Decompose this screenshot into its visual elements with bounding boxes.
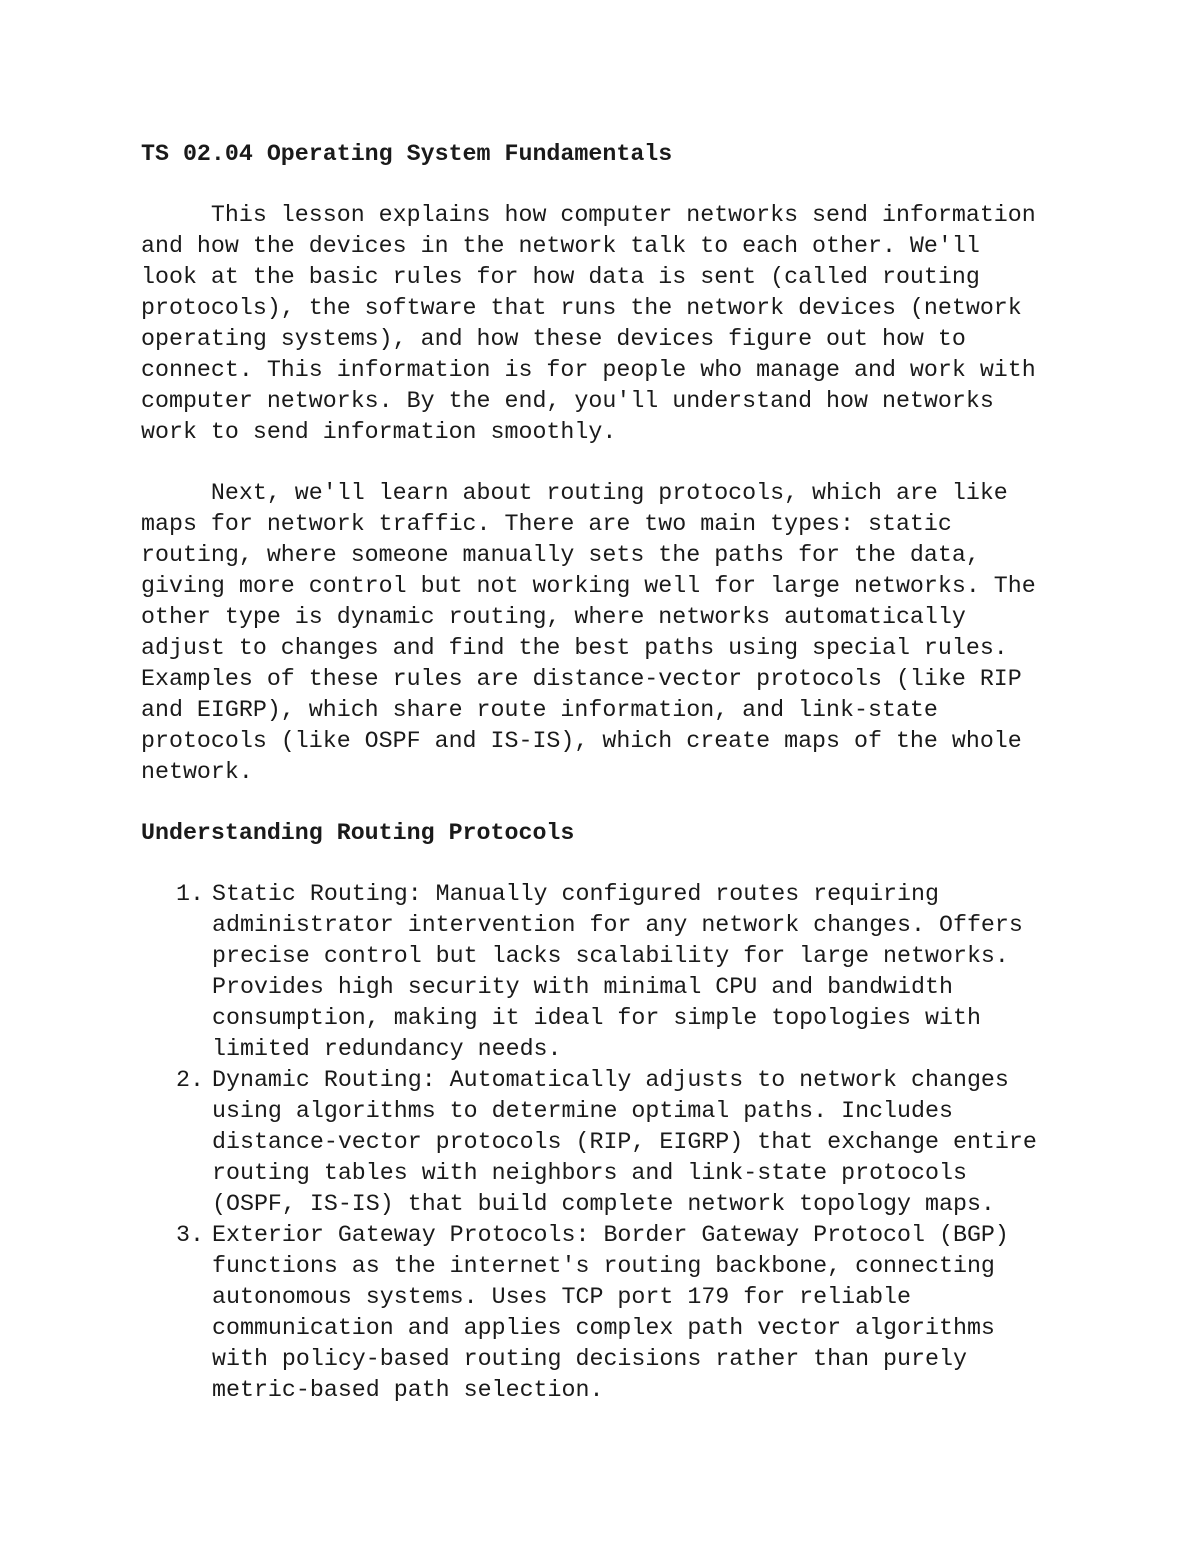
paragraph-line: network. <box>141 759 253 785</box>
list-item-exterior-gateway-protocols <box>141 1220 1051 1406</box>
spacer <box>141 849 1051 879</box>
list-item-line: administrator intervention for any network changes. Offers <box>212 912 1023 938</box>
list-item-line: distance-vector protocols (RIP, EIGRP) that exchange entire <box>212 1129 1037 1155</box>
list-item-line: Static Routing: Manually configured routes requiring <box>212 881 939 907</box>
paragraph-line: other type is dynamic routing, where networks automatically <box>141 604 966 630</box>
document-title: TS 02.04 Operating System Fundamentals <box>141 141 673 167</box>
spacer <box>141 170 1051 200</box>
paragraph-line: maps for network traffic. There are two main types: static <box>141 511 952 537</box>
routing-protocols-list <box>141 879 1051 1406</box>
list-item-line: (OSPF, IS-IS) that build complete network topology maps. <box>212 1191 995 1217</box>
paragraph-line: protocols), the software that runs the network devices (network <box>141 295 1022 321</box>
list-item-line: precise control but lacks scalability for large networks. <box>212 943 1009 969</box>
paragraph-line: adjust to changes and find the best paths using special rules. <box>141 635 1008 661</box>
paragraph-line: and how the devices in the network talk to each other. We'll <box>141 233 980 259</box>
section-heading: Understanding Routing Protocols <box>141 820 575 846</box>
document-body <box>141 139 1051 1406</box>
list-item-line: routing tables with neighbors and link-state protocols <box>212 1160 967 1186</box>
paragraph-line: Examples of these rules are distance-vector protocols (like RIP <box>141 666 1022 692</box>
paragraph-line: protocols (like OSPF and IS-IS), which create maps of the whole <box>141 728 1022 754</box>
routing-overview-paragraph <box>141 478 1051 788</box>
list-item-static-routing <box>141 879 1051 1065</box>
list-item-line: using algorithms to determine optimal paths. Includes <box>212 1098 953 1124</box>
paragraph-line: operating systems), and how these devices figure out how to <box>141 326 966 352</box>
paragraph-line: Next, we'll learn about routing protocols, which are like <box>141 480 1008 506</box>
list-item-line: limited redundancy needs. <box>212 1036 562 1062</box>
paragraph-line: and EIGRP), which share route information, and link-state <box>141 697 938 723</box>
list-item-line: autonomous systems. Uses TCP port 179 for reliable <box>212 1284 912 1310</box>
list-item-line: consumption, making it ideal for simple topologies with <box>212 1005 981 1031</box>
list-item-line: Dynamic Routing: Automatically adjusts to network changes <box>212 1067 1009 1093</box>
list-item-line: functions as the internet's routing backbone, connecting <box>212 1253 995 1279</box>
paragraph-line: computer networks. By the end, you'll understand how networks <box>141 388 994 414</box>
paragraph-line: look at the basic rules for how data is sent (called routing <box>141 264 980 290</box>
list-item-line: metric-based path selection. <box>212 1377 604 1403</box>
spacer <box>141 788 1051 818</box>
list-item-line: Provides high security with minimal CPU and bandwidth <box>212 974 953 1000</box>
paragraph-line: This lesson explains how computer networks send information <box>141 202 1036 228</box>
list-item-line: communication and applies complex path vector algorithms <box>212 1315 995 1341</box>
paragraph-line: giving more control but not working well for large networks. The <box>141 573 1036 599</box>
list-number: 3. <box>176 1222 204 1248</box>
spacer <box>141 448 1051 478</box>
list-item-dynamic-routing <box>141 1065 1051 1220</box>
list-item-line: Exterior Gateway Protocols: Border Gateway Protocol (BGP) <box>212 1222 1009 1248</box>
list-item-line: with policy-based routing decisions rather than purely <box>212 1346 967 1372</box>
paragraph-line: routing, where someone manually sets the paths for the data, <box>141 542 980 568</box>
paragraph-line: connect. This information is for people who manage and work with <box>141 357 1036 383</box>
paragraph-line: work to send information smoothly. <box>141 419 617 445</box>
intro-paragraph <box>141 200 1051 448</box>
list-number: 2. <box>176 1067 204 1093</box>
list-number: 1. <box>176 881 204 907</box>
